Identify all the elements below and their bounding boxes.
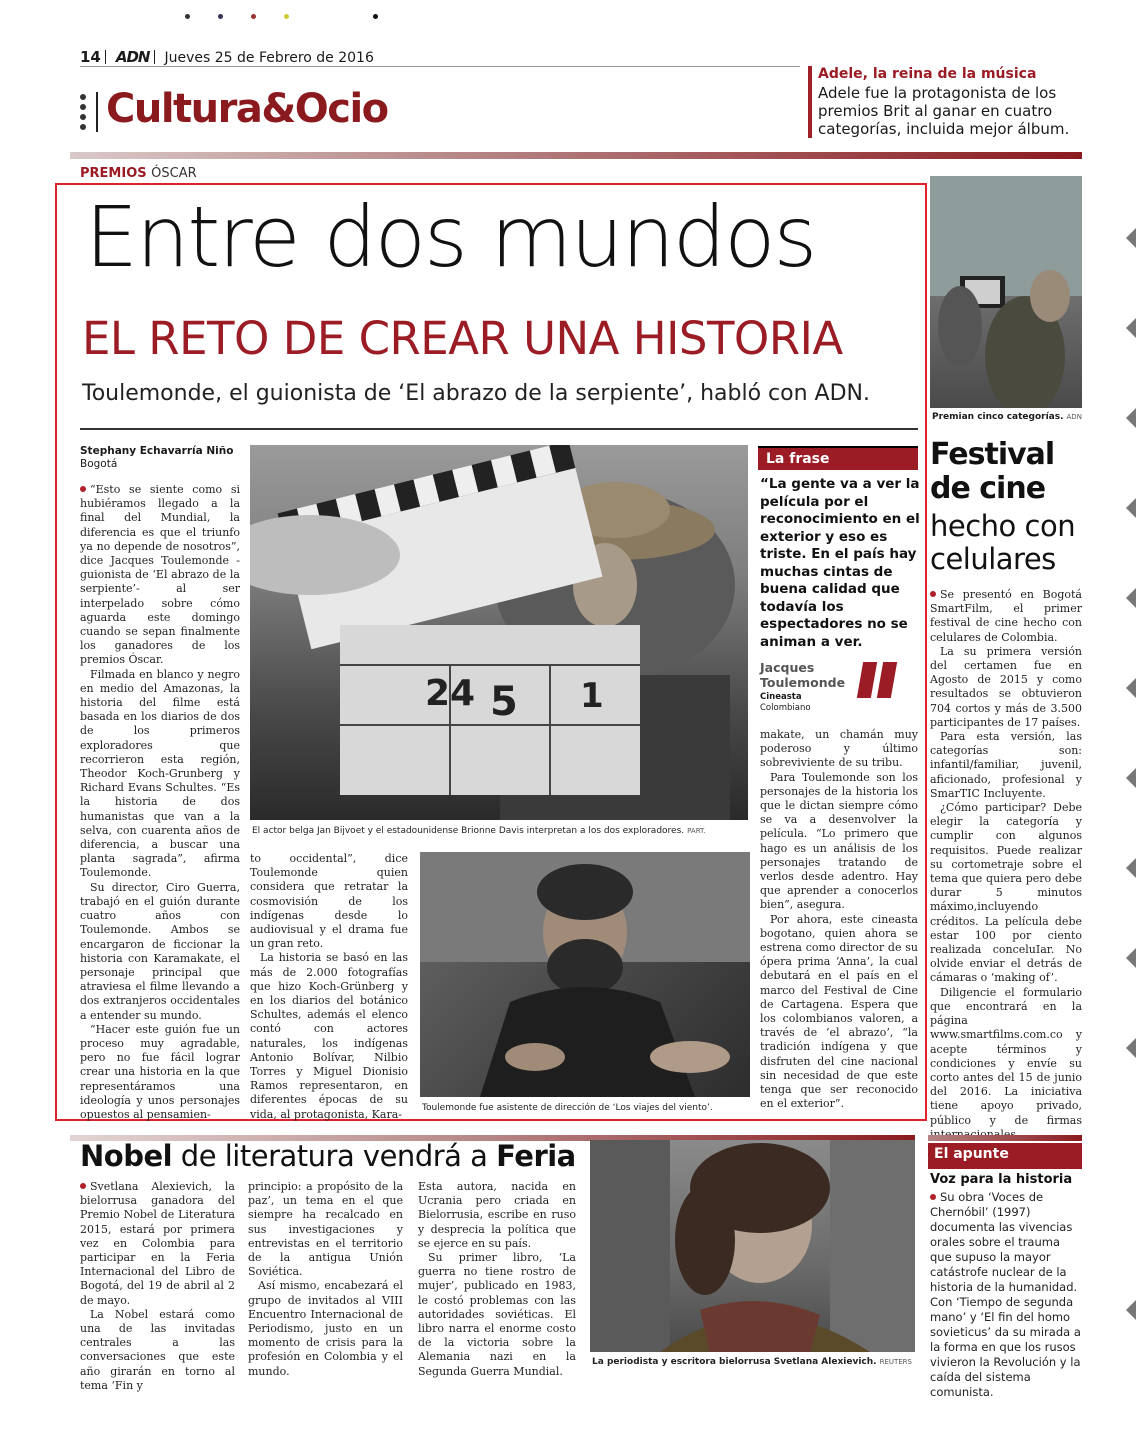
margin-marker-icon [1126, 408, 1136, 428]
paragraph: Diligencie el formulario que encontrará en la página www.smartfilms.com.co y acepte términos y condiciones y envíe su corto antes del 15 de junio del 2016. La iniciativa tiene apoyo privado, público y de firmas [930, 985, 1082, 1127]
margin-marker-icon [1126, 1038, 1136, 1058]
paragraph: La su primera versión del certamen fue en Agosto de 2015 y como resultados se obtuvieron 704 cortos y más de 3.500 participantes de 17 países. [930, 644, 1082, 729]
quote-label-box [758, 446, 918, 470]
festival-photo-caption [932, 412, 1082, 422]
article-column-1 [80, 483, 240, 1122]
margin-marker-icon [1126, 678, 1136, 698]
category-rule [70, 152, 1082, 159]
margin-marker-icon [1126, 498, 1136, 518]
article-subhead: EL RETO DE CREAR UNA HISTORIA [82, 312, 843, 365]
quote-attribution [760, 660, 845, 690]
paragraph: Su director, Ciro Guerra, trabajó en el guión durante cuatro años con Toulemonde. Ambos se encargaron de ficcionar la historia con Karamakate, el personaje principal que atraviesa el filme llevando a dos extranjeros occidentales a entender su mundo. [80, 880, 240, 1022]
article-deck: Toulemonde, el guionista de ‘El abrazo de la serpiente’, habló con ADN. [82, 381, 870, 406]
category-label [80, 166, 197, 181]
byline [80, 445, 240, 471]
paragraph: “Esto se siente como si hubiéramos llegado a la final del Mundial, la diferencia es que el triunfo ya no depende de nosotros”, dice Jacques Toulemonde -guionista de ‘El abrazo de la serpiente’- al ser interpelado sobre cómo aguarda este domingo cuando se sepan finalmente los ganadores de los premios Óscar. [80, 483, 240, 667]
clapperboard-illustration [250, 445, 748, 820]
portrait-illustration [420, 852, 750, 1097]
quote-name-2: Toulemonde [760, 675, 846, 690]
bullet-icon [930, 1194, 936, 1200]
bullet-icon [80, 486, 86, 492]
paragraph: Su obra ‘Voces de Chernóbil’ (1997) documenta las vivencias orales sobre el trauma que supuso la mayor catástrofe nuclear de la historia de la humanidad. Con ‘Tiempo de segunda mano’ y ‘El fin del homo sovieticus’ da su mirada a la forma en que los rusos vivieron la Revolución y la caída del sistema comunista. [930, 1190, 1081, 1399]
nobel-caption-text: La periodista y escritora bielorrusa Svetlana Alexievich. [592, 1357, 877, 1367]
nobel-title-bold-1: Nobel [80, 1139, 173, 1173]
phone-camera-illustration [930, 176, 1082, 408]
paragraph: Su primer libro, ‘La guerra no tiene rostro de mujer’, publicado en 1983, le costó problemas con las autoridades soviéticas. El libro narra el enorme costo de la victoria sobre la Alemania nazi en la Segunda Guerra Mundial. [418, 1251, 576, 1378]
photo1-caption-text: El actor belga Jan Bijvoet y el estadounidense Brionne Davis interpretan a los dos exploradores. [252, 826, 685, 836]
paragraph: Así mismo, encabezará el grupo de invitados al VIII Encuentro Internacional de Periodismo, justo en un momento de crisis para la profesión en Colombia y el mundo. [248, 1279, 403, 1378]
header-rule [80, 66, 800, 67]
issue-date: Jueves 25 de Febrero de 2016 [164, 50, 374, 66]
margin-marker-icon [1126, 948, 1136, 968]
photo1-caption [252, 826, 752, 837]
article-column-2 [250, 852, 408, 1122]
author-location: Bogotá [80, 458, 118, 470]
paragraph: to occidental”, dice Toulemonde quien considera que retratar la cosmovisión de los indígenas desde lo audiovisual y el drama fue un gran reto. [250, 852, 408, 951]
nobel-title-mid: de literatura vendrá a [172, 1139, 497, 1173]
festival-title-line: Festival [930, 437, 1055, 472]
author-name: Stephany Echavarría Niño [80, 445, 234, 457]
festival-title-line: hecho con [930, 509, 1076, 543]
paragraph: “Hacer este guión fue un proceso muy agradable, pero no fue fácil lograr crear una historia en la que representáramos una ideología y unos personajes opuestos al pensamien- [80, 1022, 240, 1121]
apunte-subtitle: Voz para la historia [930, 1172, 1073, 1187]
svg-text:5: 5 [490, 679, 518, 725]
section-divider [96, 92, 98, 132]
teaser-bar [808, 66, 812, 138]
paragraph: Por ahora, este cineasta bogotano, quien ahora se estrena como director de su ópera prima ‘Anna’, la cual debutará en el país en el marco del Festival de Cine de Cartagena. Espera que los colombianos valoren, a través de ‘el abrazo’, “la tradición indígena y que disfruten del cine nacional sin necesidad de que este tenga que ser reconocido en el exterior”. [760, 912, 918, 1111]
category-label-a: PREMIOS [80, 166, 147, 181]
photo1-credit: PART. [687, 827, 706, 835]
festival-title-bold [930, 438, 1054, 506]
paragraph: Filmada en blanco y negro en medio del Amazonas, la historia del filme está basada en los diarios de dos de los primeros exploradores que recorrieron esta región, Theodor Koch-Grunberg y Richard Evans Schultes. “Es la historia de dos humanistas que van a la selva, con cuarenta años de diferencia, a buscar una planta sagrada”, afirma Toulemonde. [80, 667, 240, 880]
page-folio [80, 48, 374, 66]
brand-logo: ADN [115, 48, 150, 66]
quote-origin: Colombiano [760, 703, 811, 713]
quote-label: La frase [766, 451, 830, 467]
deck-rule [80, 428, 918, 430]
quote-name-1: Jacques [760, 660, 815, 675]
alexievich-photo-caption [592, 1357, 912, 1368]
registration-marks [185, 14, 385, 24]
paragraph: ¿Cómo participar? Debe elegir la categoría y cumplir con algunos requisitos. Puede realizar su cortometraje sobre el tema que quiera pero debe durar 5 minutos máximo,incluyendo créditos. La película debe estar 100 por ciento realizada conceluIar. No olvide enviar el detrás de cámaras o ‘making of’. [930, 801, 1082, 985]
paragraph: Svetlana Alexievich, la bielorrusa ganadora del Premio Nobel de Literatura 2015, estará por primera vez en Colombia para participar en la Feria Internacional del Libro de Bogotá, del 19 de abril al 2 de mayo. [80, 1180, 235, 1307]
section-dots-icon [80, 94, 88, 134]
paragraph: Para Toulemonde son los personajes de la historia los que le dictan siempre cómo se va a desenvolver la película. “Lo primero que hago es un análisis de los personajes tratando de verlos desde adentro. Hay que aprender a conocerlos bien”, asegura. [760, 770, 918, 912]
category-label-b: ÓSCAR [151, 166, 197, 181]
bottom-rule-right [928, 1135, 1082, 1141]
festival-body [930, 588, 1082, 1142]
section-title: Cultura&Ocio [106, 86, 388, 132]
page-number: 14 [80, 48, 101, 66]
teaser-title: Adele, la reina de la música [818, 66, 1037, 82]
festival-title-line: celulares [930, 542, 1056, 576]
svg-text:24: 24 [425, 673, 476, 714]
bullet-icon [930, 591, 936, 597]
article-headline: Entre dos mundos [85, 188, 816, 286]
toulemonde-photo [420, 852, 750, 1097]
nobel-column-1 [80, 1180, 235, 1393]
margin-marker-icon [1126, 228, 1136, 248]
nobel-title-bold-2: Feria [496, 1139, 576, 1173]
film-scene-photo [250, 445, 748, 820]
nobel-caption-credit: REUTERS [879, 1358, 912, 1366]
paragraph: Para esta versión, las categorías son: infantil/familiar, juvenil, aficionado, profesional y SmarTIC Incluyente. [930, 730, 1082, 800]
margin-marker-icon [1126, 1300, 1136, 1320]
paragraph: La Nobel estará como una de las invitadas centrales a las conversaciones que este año girarán en torno al tema ‘Fin y [80, 1307, 235, 1392]
paragraph: Esta autora, nacida en Ucrania pero criada en Bielorrusia, escribe en ruso y desprecia la política que se ejerce en su país. [418, 1180, 576, 1250]
margin-marker-icon [1126, 318, 1136, 338]
apunte-label: El apunte [934, 1146, 1009, 1162]
festival-photo [930, 176, 1082, 408]
festival-caption-text: Premian cinco categorías. [932, 412, 1064, 422]
nobel-column-2 [248, 1180, 403, 1379]
festival-title-light [930, 510, 1075, 576]
quote-role [760, 692, 811, 714]
apunte-label-box [928, 1143, 1082, 1169]
photo2-caption: Toulemonde fue asistente de dirección de ‘Los viajes del viento’. [422, 1103, 713, 1113]
paragraph: principio: a propósito de la paz’, un tema en el que siempre ha recalcado en sus investigaciones y entrevistas en el territorio de la antigua Unión Soviética. [248, 1180, 403, 1279]
bullet-icon [80, 1183, 86, 1189]
nobel-column-3 [418, 1180, 576, 1379]
margin-marker-icon [1126, 768, 1136, 788]
portrait-illustration [590, 1140, 915, 1352]
festival-title-line: de cine [930, 471, 1046, 506]
paragraph: La historia se basó en las más de 2.000 fotografías que hizo Koch-Grünberg y en los diarios del botánico Schultes, además el elenco contó con actores naturales, los indígenas Antonio Bolívar, Nilbio Torres y Miguel Dionisio Ramos representaron, en diferentes épocas de su vida, al protagonista, Kara- [250, 951, 408, 1121]
alexievich-photo [590, 1140, 915, 1352]
svg-text:1: 1 [580, 676, 604, 716]
apunte-body [930, 1190, 1082, 1400]
pull-quote: “La gente va a ver la película por el reconocimiento en el exterior y eso es triste. En el país hay muchas cintas de buena calidad que todavía los espectadores no se animan a ver. [760, 476, 920, 650]
festival-caption-credit: ADN [1066, 413, 1082, 421]
paragraph: Se presentó en Bogotá SmartFilm, el primer festival de cine hecho con celulares de Colombia. [930, 588, 1082, 644]
paragraph: makate, un chamán muy poderoso y último sobreviviente de su tribu. [760, 728, 918, 770]
nobel-headline [80, 1138, 576, 1174]
quote-role-title: Cineasta [760, 692, 802, 702]
margin-marker-icon [1126, 858, 1136, 878]
teaser-text: Adele fue la protagonista de los premios Brit al ganar en cuatro categorías, incluida mejor álbum. [818, 84, 1070, 138]
article-column-3 [760, 728, 918, 1111]
margin-marker-icon [1126, 588, 1136, 608]
